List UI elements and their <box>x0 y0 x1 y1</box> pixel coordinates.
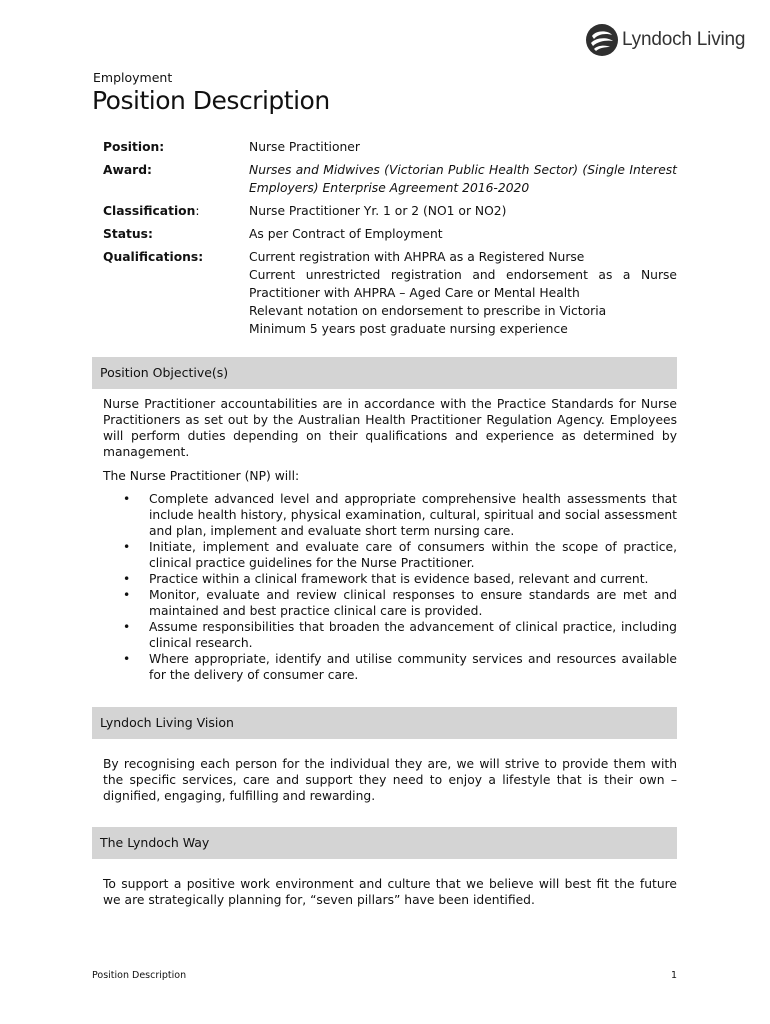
objectives-bullet-list <box>103 491 677 683</box>
vision-text: By recognising each person for the individual they are, we will strive to provide them with the specific services, care and support they need to enjoy a lifestyle that is their own – dignified, engaging, fulfilling and rewarding. <box>103 757 677 803</box>
section-heading-vision: Lyndoch Living Vision <box>92 707 677 739</box>
section-heading-lyndoch-way: The Lyndoch Way <box>92 827 677 859</box>
objectives-intro-text: Nurse Practitioner accountabilities are in accordance with the Practice Standards for Nurse Practitioners as set out by the Australian Health Practitioner Regulation Agency. Employees will perform duties depending on their qualifications and experience as determined by management. <box>103 397 677 459</box>
qualification-item: Current registration with AHPRA as a Registered Nurse <box>249 250 585 264</box>
list-item-text: Monitor, evaluate and review clinical responses to ensure standards are met and maintained and best practice clinical care is provided. <box>149 588 677 618</box>
detail-row-classification <box>103 202 677 220</box>
objectives-lead <box>103 468 677 484</box>
qualifications-list <box>249 248 677 338</box>
list-item <box>103 571 677 587</box>
status-value: As per Contract of Employment <box>249 227 443 241</box>
section-heading-objectives: Position Objective(s) <box>92 357 677 389</box>
list-item <box>103 587 677 619</box>
list-item-text: Practice within a clinical framework that is evidence based, relevant and current. <box>149 572 649 586</box>
detail-row-position <box>103 138 677 156</box>
footer-page-number: 1 <box>671 970 678 981</box>
classification-value: Nurse Practitioner Yr. 1 or 2 (NO1 or NO2) <box>249 204 507 218</box>
objectives-lead-text: The Nurse Practitioner (NP) will: <box>103 469 300 483</box>
vision-paragraph <box>103 756 677 804</box>
lyndoch-way-paragraph <box>103 876 677 908</box>
bullet-icon: • <box>123 540 131 554</box>
position-label: Position: <box>103 140 165 154</box>
list-item <box>103 539 677 571</box>
classification-label-colon: : <box>195 204 200 218</box>
document-eyebrow: Employment <box>93 70 173 85</box>
qualification-item: Current unrestricted registration and endorsement as a Nurse Practitioner with AHPRA – Aged Care or Mental Health <box>249 268 677 300</box>
bullet-icon: • <box>123 620 131 634</box>
list-item-text: Complete advanced level and appropriate comprehensive health assessments that include health history, physical examination, cultural, spiritual and social assessment and plan, implement and evaluate short term nursing care. <box>149 492 677 538</box>
classification-label <box>103 202 249 220</box>
bullet-icon: • <box>123 588 131 602</box>
list-item-text: Where appropriate, identify and utilise community services and resources available for the delivery of consumer care. <box>149 652 677 682</box>
classification-label-text: Classification <box>103 204 196 218</box>
lyndoch-way-text: To support a positive work environment and culture that we believe will best fit the future we are strategically planning for, “seven pillars” have been identified. <box>103 877 677 907</box>
bullet-icon: • <box>123 652 131 666</box>
status-label: Status: <box>103 227 153 241</box>
detail-row-award <box>103 161 677 197</box>
award-label: Award: <box>103 163 152 177</box>
page-title: Position Description <box>92 86 330 115</box>
detail-row-status <box>103 225 677 243</box>
position-details <box>103 138 677 343</box>
logo-text: Lyndoch Living <box>622 29 746 50</box>
footer-document-title: Position Description <box>92 970 187 981</box>
list-item <box>103 619 677 651</box>
detail-row-qualifications <box>103 248 677 338</box>
position-value: Nurse Practitioner <box>249 140 360 154</box>
bullet-icon: • <box>123 572 131 586</box>
company-logo <box>584 22 745 58</box>
qualification-item: Minimum 5 years post graduate nursing experience <box>249 322 568 336</box>
lyndoch-swirl-icon <box>584 22 620 58</box>
list-item <box>103 651 677 683</box>
bullet-icon: • <box>123 492 131 506</box>
award-value: Nurses and Midwives (Victorian Public Health Sector) (Single Interest Employers) Enterprise Agreement 2016-2020 <box>249 163 677 195</box>
objectives-intro <box>103 396 677 460</box>
list-item-text: Initiate, implement and evaluate care of consumers within the scope of practice, clinical practice guidelines for the Nurse Practitioner. <box>149 540 677 570</box>
qualification-item: Relevant notation on endorsement to prescribe in Victoria <box>249 304 607 318</box>
list-item-text: Assume responsibilities that broaden the advancement of clinical practice, including clinical research. <box>149 620 677 650</box>
qualifications-label: Qualifications: <box>103 250 204 264</box>
list-item <box>103 491 677 539</box>
